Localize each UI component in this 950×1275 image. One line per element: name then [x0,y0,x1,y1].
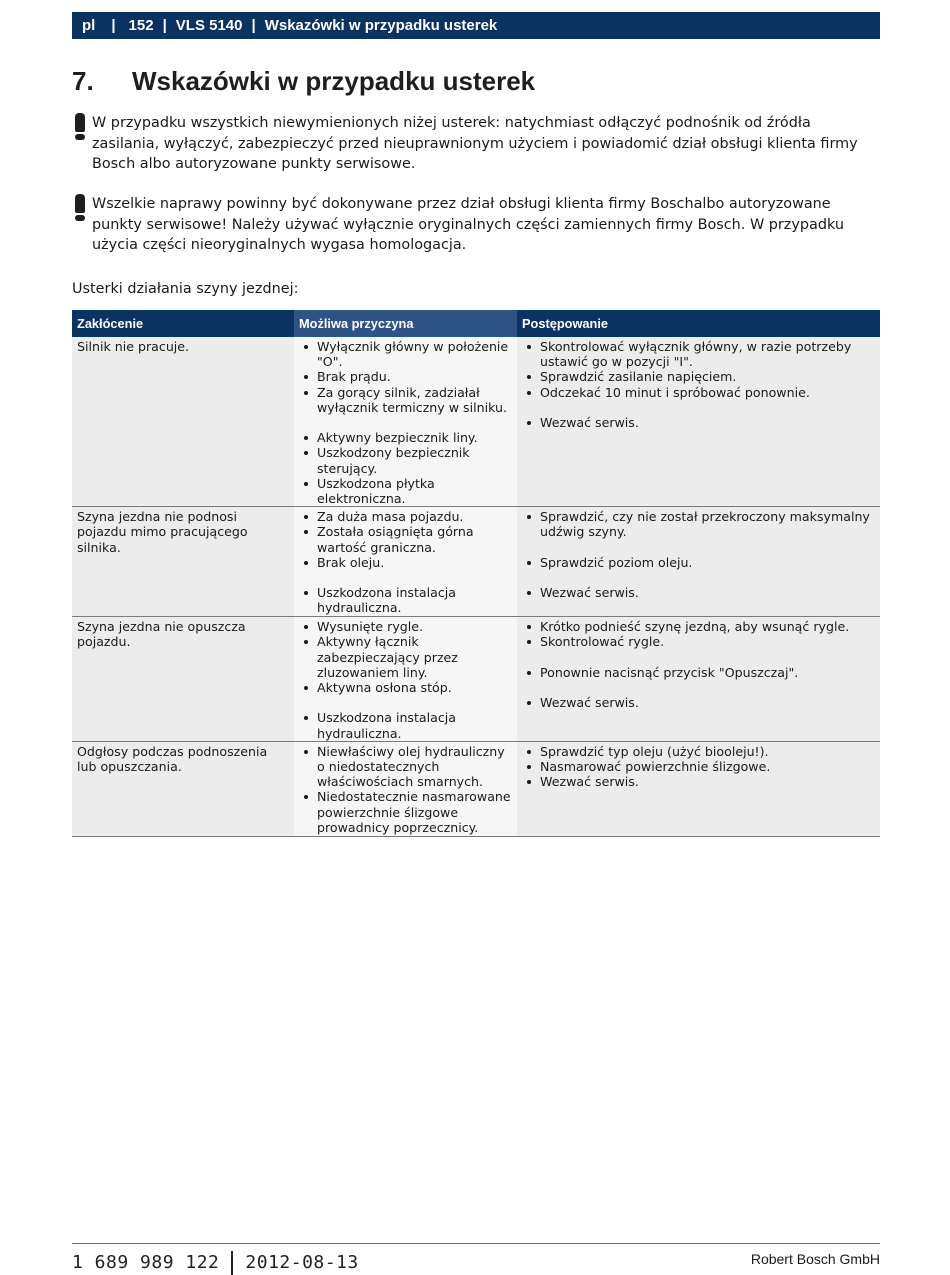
warning-note-1 [72,113,872,175]
list-spacer [317,415,513,430]
table-intro: Usterki działania szyny jezdnej: [72,281,299,297]
list-item: Uszkodzona instalacja hydrauliczna. [317,710,513,740]
list-item: Wezwać serwis. [540,695,876,710]
cell-disturbance: Odgłosy podczas podnoszenia lub opuszczania. [72,741,294,836]
header-model: VLS 5140 [175,17,243,34]
list-item: Odczekać 10 minut i spróbować ponownie. [540,385,876,400]
list-item: Ponownie nacisnąć przycisk "Opuszczaj". [540,665,876,680]
table-row [72,337,880,507]
list-spacer [540,400,876,415]
list-item: Sprawdzić, czy nie został przekroczony maksymalny udźwig szyny. [540,509,876,539]
list-item: Aktywna osłona stóp. [317,680,513,695]
list-spacer [540,540,876,555]
cell-cause [294,507,517,617]
exclamation-icon [72,113,88,141]
page-header-bar: pl | 152 | VLS 5140 | Wskazówki w przypadku usterek [72,12,880,39]
list-item: Wyłącznik główny w położenie "O". [317,339,513,369]
cell-cause [294,741,517,836]
column-header-action: Postępowanie [517,310,880,337]
list-item: Brak oleju. [317,555,513,570]
list-spacer [540,680,876,695]
cell-cause [294,337,517,507]
list-spacer [317,695,513,710]
footer-document-info [72,1251,359,1275]
list-item: Niewłaściwy olej hydrauliczny o niedostatecznych właściwościach smarnych. [317,744,513,790]
list-item: Skontrolować wyłącznik główny, w razie potrzeby ustawić go w pozycji "I". [540,339,876,369]
list-item: Sprawdzić typ oleju (użyć biooleju!). [540,744,876,759]
list-item: Brak prądu. [317,369,513,384]
header-page-number: 152 [128,17,154,34]
warning-text: W przypadku wszystkich niewymienionych niżej usterek: natychmiast odłączyć podnośnik od źródła zasilania, wyłączyć, zabezpieczyć przed nieuprawnionym użyciem i powiadomić dział obsługi klienta firmy Bosch albo autoryzowane punkty serwisowe. [92,115,858,172]
list-item: Wezwać serwis. [540,585,876,600]
list-item: Za gorący silnik, zadziałał wyłącznik termiczny w silniku. [317,385,513,415]
list-item: Nasmarować powierzchnie ślizgowe. [540,759,876,774]
list-item: Uszkodzony bezpiecznik sterujący. [317,445,513,475]
list-item: Uszkodzona instalacja hydrauliczna. [317,585,513,615]
warning-text: Wszelkie naprawy powinny być dokonywane przez dział obsługi klienta firmy Boschalbo autoryzowane punkty serwisowe! Należy używać wyłącznie oryginalnych części zamiennych firmy Bosch. W przypadku użycia części nieoryginalnych wygasa homologacja. [92,196,844,253]
cell-action [517,337,880,507]
warning-note-2 [72,194,872,256]
footer-divider [72,1243,880,1244]
list-spacer [540,570,876,585]
table-row [72,507,880,617]
list-spacer [540,650,876,665]
list-item: Została osiągnięta górna wartość graniczna. [317,524,513,554]
list-item: Wezwać serwis. [540,774,876,789]
cell-action [517,741,880,836]
footer-company: Robert Bosch GmbH [750,1251,880,1267]
cell-disturbance: Silnik nie pracuje. [72,337,294,507]
list-item: Niedostatecznie nasmarowane powierzchnie ślizgowe prowadnicy poprzecznicy. [317,789,513,835]
list-item: Skontrolować rygle. [540,634,876,649]
footer-doc-number: 1 689 989 122 [72,1252,220,1273]
list-item: Sprawdzić zasilanie napięciem. [540,369,876,384]
footer-date: 2012-08-13 [245,1252,359,1273]
table-row [72,741,880,836]
list-item: Aktywny bezpiecznik liny. [317,430,513,445]
header-language: pl [82,17,96,34]
cell-action [517,507,880,617]
chapter-title: Wskazówki w przypadku usterek [132,66,536,96]
list-item: Za duża masa pojazdu. [317,509,513,524]
list-item: Aktywny łącznik zabezpieczający przez zluzowaniem liny. [317,634,513,680]
column-header-disturbance: Zakłócenie [72,310,294,337]
chapter-number: 7. [72,66,94,96]
cell-disturbance: Szyna jezdna nie opuszcza pojazdu. [72,617,294,742]
cell-cause [294,617,517,742]
list-item: Sprawdzić poziom oleju. [540,555,876,570]
exclamation-icon [72,194,88,222]
list-spacer [317,570,513,585]
cell-disturbance: Szyna jezdna nie podnosi pojazdu mimo pracującego silnika. [72,507,294,617]
list-item: Krótko podnieść szynę jezdną, aby wsunąć rygle. [540,619,876,634]
table-row [72,617,880,742]
fault-table [72,310,880,837]
column-header-cause: Możliwa przyczyna [294,310,517,337]
cell-action [517,617,880,742]
chapter-heading [72,66,535,97]
table-header-row [72,310,880,337]
list-item: Wezwać serwis. [540,415,876,430]
list-item: Uszkodzona płytka elektroniczna. [317,476,513,506]
header-section: Wskazówki w przypadku usterek [264,17,498,34]
list-item: Wysunięte rygle. [317,619,513,634]
